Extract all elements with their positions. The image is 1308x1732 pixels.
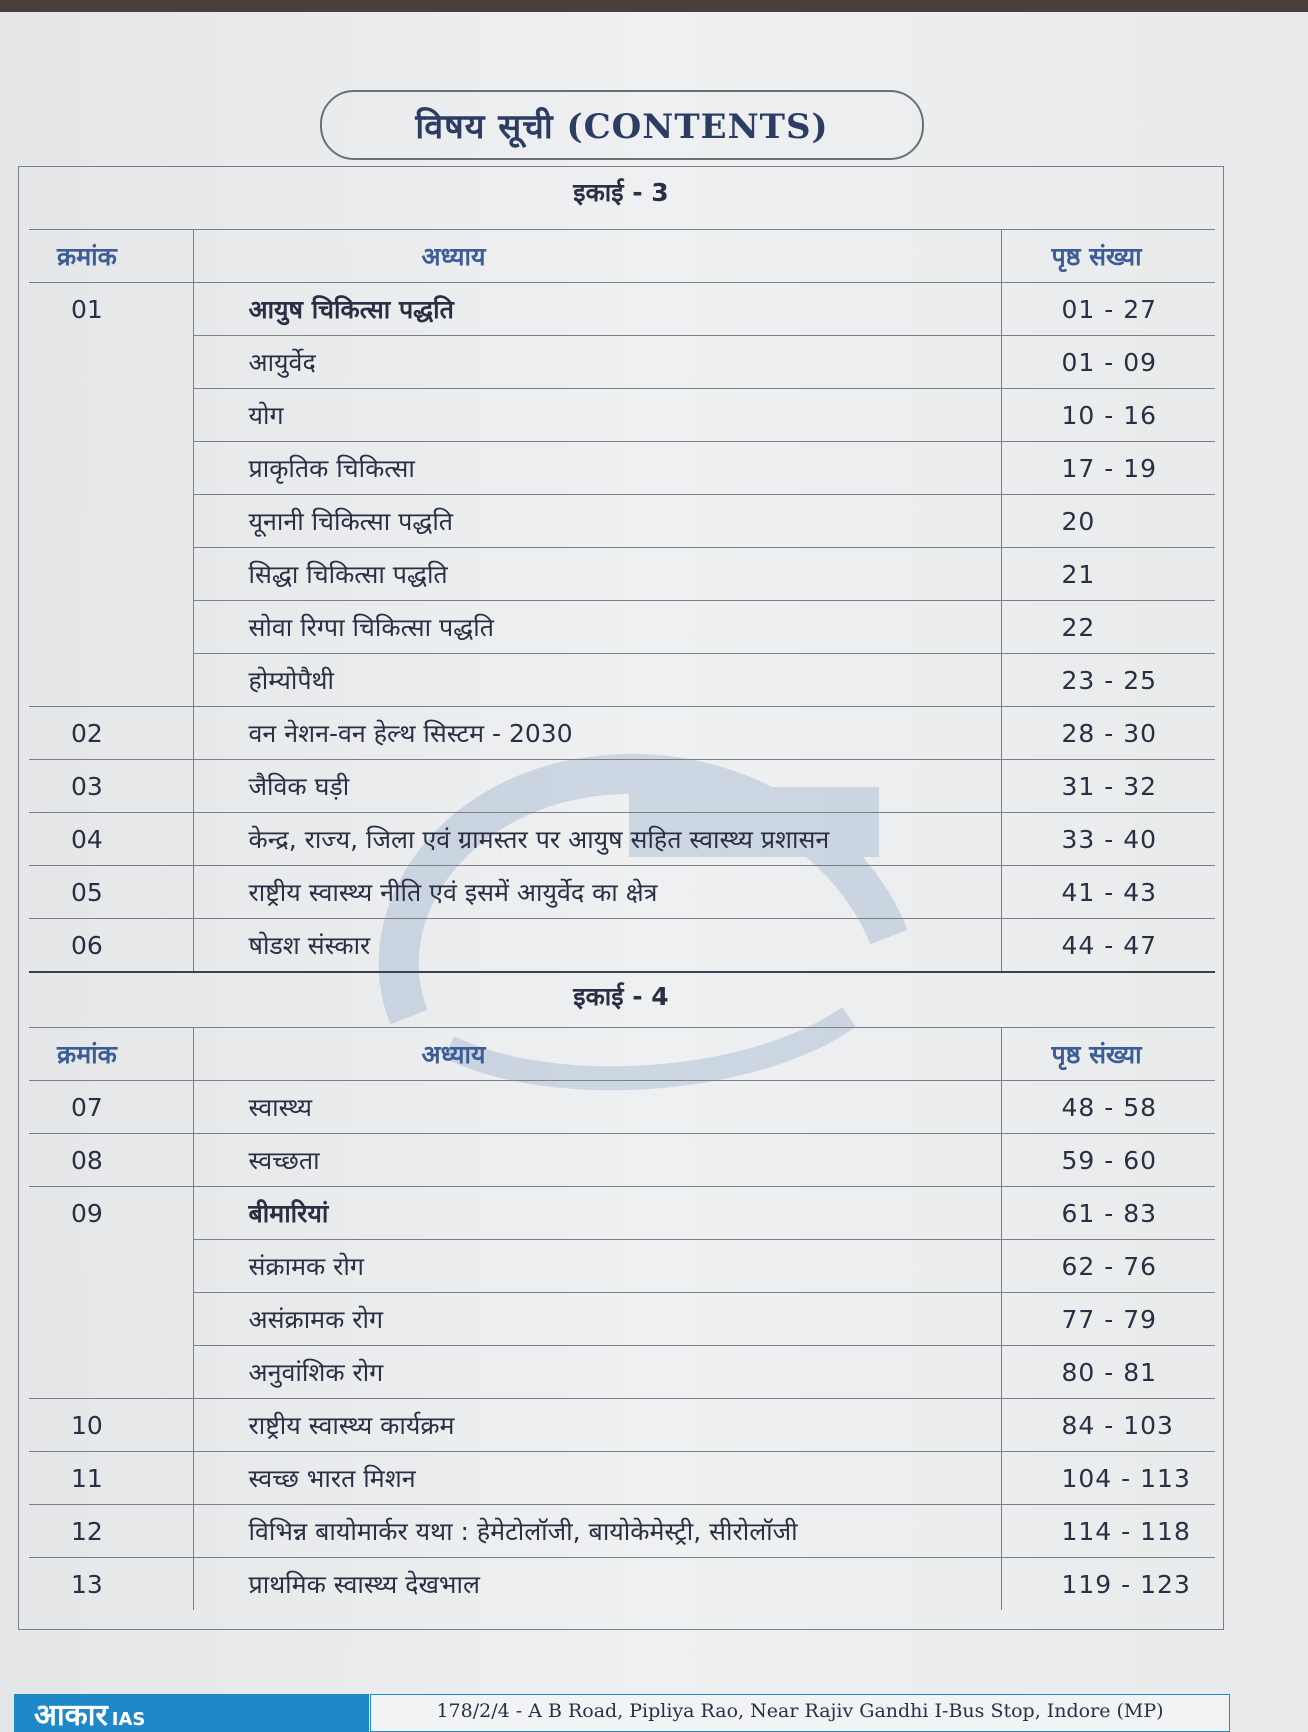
page-range: 44 - 47 [1001, 919, 1215, 972]
page-range: 119 - 123 [1001, 1558, 1215, 1611]
chapter-title: योग [193, 389, 1001, 442]
table-row [29, 389, 1215, 442]
chapter-title: स्वच्छता [193, 1134, 1001, 1187]
table-row [29, 1187, 1215, 1240]
chapter-title: राष्ट्रीय स्वास्थ्य कार्यक्रम [193, 1399, 1001, 1452]
page-range: 17 - 19 [1001, 442, 1215, 495]
chapter-title: सिद्धा चिकित्सा पद्धति [193, 548, 1001, 601]
table-row [29, 760, 1215, 813]
serial-number [29, 336, 193, 389]
serial-number: 13 [29, 1558, 193, 1611]
unit-4-heading: इकाई - 4 [573, 982, 669, 1011]
table-row [29, 495, 1215, 548]
chapter-title: होम्योपैथी [193, 654, 1001, 707]
page-title: विषय सूची (CONTENTS) [320, 90, 924, 160]
table-row [29, 1240, 1215, 1293]
serial-number: 03 [29, 760, 193, 813]
table-row [29, 1134, 1215, 1187]
table-row [29, 866, 1215, 919]
serial-number: 08 [29, 1134, 193, 1187]
page-range: 84 - 103 [1001, 1399, 1215, 1452]
table-row [29, 601, 1215, 654]
table-row [29, 548, 1215, 601]
page-range: 20 [1001, 495, 1215, 548]
page-range: 41 - 43 [1001, 866, 1215, 919]
page-range: 48 - 58 [1001, 1081, 1215, 1134]
page-range: 22 [1001, 601, 1215, 654]
table-row [29, 283, 1215, 336]
table-row [29, 1452, 1215, 1505]
page-range: 114 - 118 [1001, 1505, 1215, 1558]
page-range: 59 - 60 [1001, 1134, 1215, 1187]
chapter-title: प्राथमिक स्वास्थ्य देखभाल [193, 1558, 1001, 1611]
chapter-title: आयुर्वेद [193, 336, 1001, 389]
chapter-title: विभिन्न बायोमार्कर यथा : हेमेटोलॉजी, बायोकेमेस्ट्री, सीरोलॉजी [193, 1505, 1001, 1558]
chapter-title: केन्द्र, राज्य, जिला एवं ग्रामस्तर पर आयुष सहित स्वास्थ्य प्रशासन [193, 813, 1001, 866]
chapter-title: यूनानी चिकित्सा पद्धति [193, 495, 1001, 548]
page-range: 77 - 79 [1001, 1293, 1215, 1346]
serial-number: 06 [29, 919, 193, 972]
page-range: 01 - 27 [1001, 283, 1215, 336]
serial-number: 12 [29, 1505, 193, 1558]
unit-3-heading: इकाई - 3 [573, 178, 669, 207]
page-range: 61 - 83 [1001, 1187, 1215, 1240]
page-range: 01 - 09 [1001, 336, 1215, 389]
table-row [29, 1346, 1215, 1399]
serial-header: क्रमांक [29, 230, 193, 283]
serial-number: 04 [29, 813, 193, 866]
table-header-row [29, 1028, 1215, 1081]
table-row [29, 1399, 1215, 1452]
serial-number [29, 1240, 193, 1293]
table-header-row [29, 230, 1215, 283]
serial-number: 07 [29, 1081, 193, 1134]
table-row [29, 919, 1215, 972]
serial-number [29, 654, 193, 707]
serial-number [29, 601, 193, 654]
page-header: पृष्ठ संख्या [1001, 230, 1215, 283]
footer-address: 178/2/4 - A B Road, Pipliya Rao, Near Rajiv Gandhi I-Bus Stop, Indore (MP) [370, 1694, 1230, 1732]
chapter-title: असंक्रामक रोग [193, 1293, 1001, 1346]
table-row [29, 1558, 1215, 1611]
serial-number [29, 495, 193, 548]
unit-4-table [29, 1027, 1215, 1610]
page-range: 104 - 113 [1001, 1452, 1215, 1505]
table-row [29, 442, 1215, 495]
serial-number: 09 [29, 1187, 193, 1240]
serial-number [29, 1293, 193, 1346]
contents-frame [18, 166, 1224, 1630]
chapter-title: संक्रामक रोग [193, 1240, 1001, 1293]
chapter-title: राष्ट्रीय स्वास्थ्य नीति एवं इसमें आयुर्वेद का क्षेत्र [193, 866, 1001, 919]
page-range: 23 - 25 [1001, 654, 1215, 707]
chapter-title: स्वास्थ्य [193, 1081, 1001, 1134]
serial-number: 02 [29, 707, 193, 760]
page-header: पृष्ठ संख्या [1001, 1028, 1215, 1081]
serial-header: क्रमांक [29, 1028, 193, 1081]
page-range: 62 - 76 [1001, 1240, 1215, 1293]
footer-logo: आकार IAS [14, 1694, 369, 1732]
unit-3-table [29, 229, 1215, 971]
chapter-title: जैविक घड़ी [193, 760, 1001, 813]
table-row [29, 1293, 1215, 1346]
page-range: 31 - 32 [1001, 760, 1215, 813]
unit-divider [29, 971, 1215, 973]
table-row [29, 336, 1215, 389]
chapter-title: वन नेशन-वन हेल्थ सिस्टम - 2030 [193, 707, 1001, 760]
serial-number: 05 [29, 866, 193, 919]
chapter-title: सोवा रिग्पा चिकित्सा पद्धति [193, 601, 1001, 654]
page-range: 10 - 16 [1001, 389, 1215, 442]
chapter-title: अनुवांशिक रोग [193, 1346, 1001, 1399]
page-range: 80 - 81 [1001, 1346, 1215, 1399]
chapter-header: अध्याय [193, 230, 1001, 283]
table-row [29, 1505, 1215, 1558]
chapter-title: स्वच्छ भारत मिशन [193, 1452, 1001, 1505]
page-range: 33 - 40 [1001, 813, 1215, 866]
page-range: 28 - 30 [1001, 707, 1215, 760]
chapter-title: बीमारियां [193, 1187, 1001, 1240]
serial-number: 11 [29, 1452, 193, 1505]
serial-number [29, 548, 193, 601]
chapter-title: षोडश संस्कार [193, 919, 1001, 972]
page-range: 21 [1001, 548, 1215, 601]
serial-number [29, 389, 193, 442]
chapter-title: आयुष चिकित्सा पद्धति [193, 283, 1001, 336]
table-row [29, 1081, 1215, 1134]
chapter-header: अध्याय [193, 1028, 1001, 1081]
table-row [29, 654, 1215, 707]
serial-number [29, 1346, 193, 1399]
chapter-title: प्राकृतिक चिकित्सा [193, 442, 1001, 495]
table-row [29, 707, 1215, 760]
top-edge [0, 0, 1308, 12]
serial-number: 10 [29, 1399, 193, 1452]
table-row [29, 813, 1215, 866]
serial-number: 01 [29, 283, 193, 336]
serial-number [29, 442, 193, 495]
